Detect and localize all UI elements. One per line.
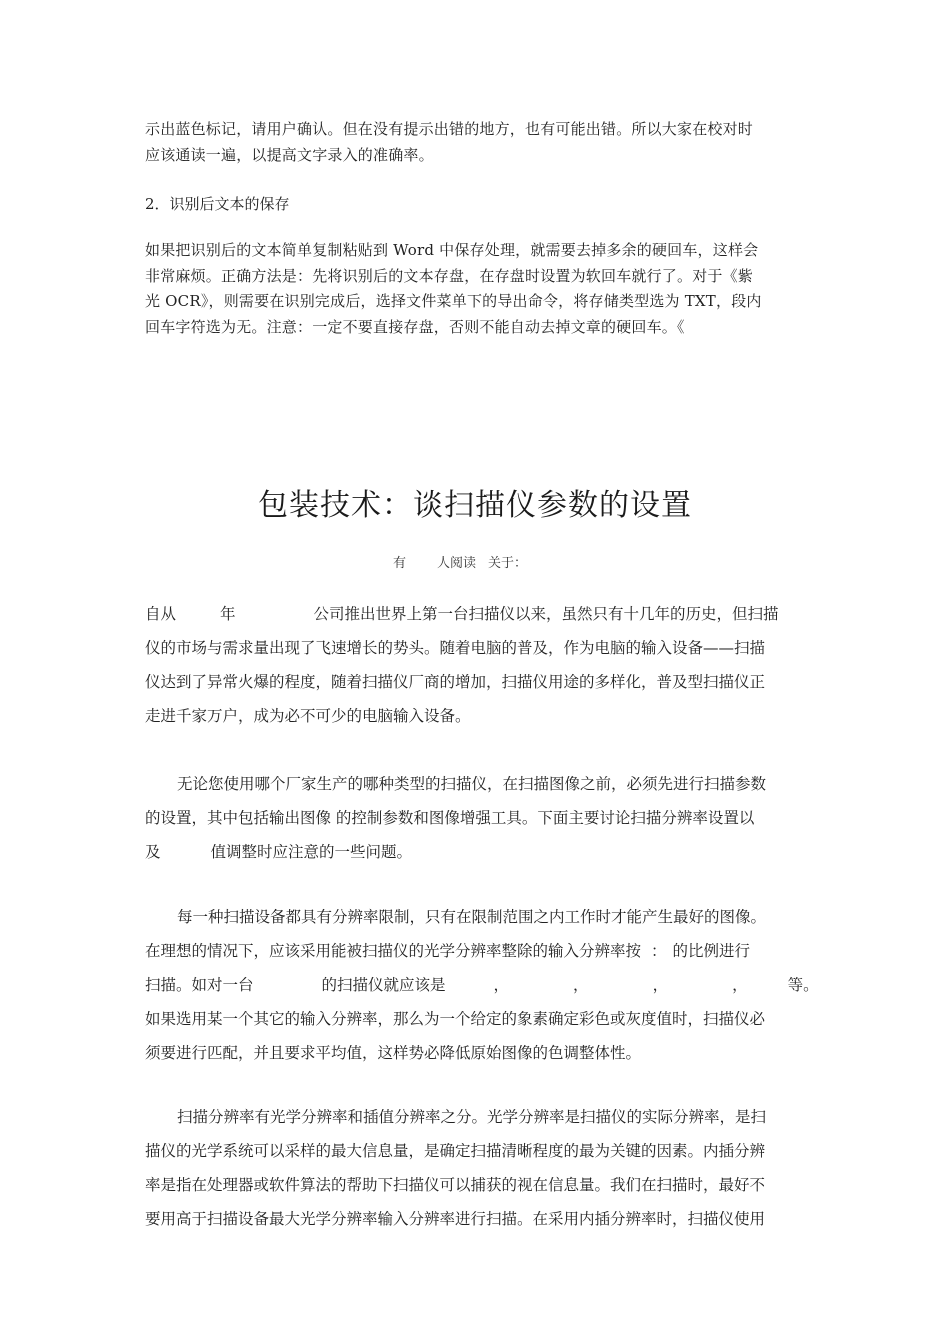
article-paragraph-2 (145, 767, 808, 869)
text-line: 应该通读一遍，以提高文字录入的准确率。 (145, 145, 434, 164)
text-line: 要用高于扫描设备最大光学分辨率输入分辨率进行扫描。在采用内插分辨率时，扫描仪使用 (145, 1210, 766, 1228)
text-fragment: 公司推出世界上第一台扫描仪以来，虽然只有十几年的历史，但扫描 (313, 605, 779, 623)
text-line: 的设置，其中包括输出图像 的控制参数和图像增强工具。下面主要讨论扫描分辨率设置以 (145, 809, 755, 827)
text-line: 无论您使用哪个厂家生产的哪种类型的扫描仪，在扫描图像之前，必须先进行扫描参数 (177, 775, 767, 793)
text-fragment: ， (573, 976, 589, 994)
text-fragment: 值调整时应注意的一些问题。 (210, 843, 413, 861)
article-paragraph-1 (145, 597, 808, 733)
text-fragment: 自从 (145, 605, 177, 623)
text-line: 仪的市场与需求量出现了飞速增长的势头。随着电脑的普及，作为电脑的输入设备——扫描 (145, 639, 766, 657)
text-line: 非常麻烦。正确方法是：先将识别后的文本存盘，在存盘时设置为软回车就行了。对于《紫 (145, 266, 754, 285)
meta-about: 关于： (488, 556, 528, 571)
text-line: 走进千家万户，成为必不可少的电脑输入设备。 (145, 707, 471, 725)
text-fragment: 等。 (787, 976, 819, 994)
text-line (145, 597, 808, 631)
section-heading: 2．识别后文本的保存 (145, 195, 290, 213)
text-line: 如果把识别后的文本简单复制粘贴到 Word 中保存处理，就需要去掉多余的硬回车，这样会 (145, 241, 759, 259)
text-line (145, 968, 819, 1002)
text-fragment: 及 (145, 843, 161, 861)
meta-have: 有 (393, 556, 407, 571)
text-fragment: 的扫描仪就应该是 (321, 976, 446, 994)
text-line: 回车字符选为无。注意：一定不要直接存盘，否则不能自动去掉文章的硬回车。《 (145, 317, 685, 336)
text-fragment: ： (651, 942, 667, 960)
text-line: 仪达到了异常火爆的程度，随着扫描仪厂商的增加，扫描仪用途的多样化，普及型扫描仪正 (145, 673, 766, 691)
text-line: 扫描分辨率有光学分辨率和插值分辨率之分。光学分辨率是扫描仪的实际分辨率，是扫 (177, 1108, 767, 1126)
text-line: 如果选用某一个其它的输入分辨率，那么为一个给定的象素确定彩色或灰度值时，扫描仪必 (145, 1010, 766, 1028)
text-line (145, 934, 808, 968)
section2-paragraph (145, 238, 808, 340)
text-line: 示出蓝色标记，请用户确认。但在没有提示出错的地方，也有可能出错。所以大家在校对时 (145, 120, 754, 138)
text-fragment: 年 (220, 605, 236, 623)
text-line: 光 OCR》，则需要在识别完成后，选择文件菜单下的导出命令，将存储类型选为 TXT，段内 (145, 292, 762, 310)
article-paragraph-3 (145, 900, 819, 1070)
article-title: 包装技术：谈扫描仪参数的设置 (258, 488, 692, 523)
text-fragment: ， (493, 976, 510, 994)
text-fragment: 的比例进行 (672, 942, 751, 960)
text-fragment: ， (652, 976, 669, 994)
intro-fragment-paragraph (145, 117, 808, 168)
meta-readers: 人阅读 (437, 556, 477, 571)
text-line: 须要进行匹配，并且要求平均值，这样势必降低原始图像的色调整体性。 (145, 1044, 642, 1062)
text-fragment: 扫描。如对一台 (145, 976, 254, 994)
text-line: 描仪的光学系统可以采样的最大信息量，是确定扫描清晰程度的最为关键的因素。内插分辨 (145, 1142, 766, 1160)
text-fragment: ， (732, 976, 748, 994)
text-line: 率是指在处理器或软件算法的帮助下扫描仪可以捕获的视在信息量。我们在扫描时，最好不 (145, 1176, 766, 1194)
text-fragment: 在理想的情况下，应该采用能被扫描仪的光学分辨率整除的输入分辨率按 (145, 942, 642, 960)
text-line: 每一种扫描设备都具有分辨率限制，只有在限制范围之内工作时才能产生最好的图像。 (177, 908, 767, 926)
text-line (145, 835, 808, 869)
article-paragraph-4 (145, 1100, 808, 1236)
